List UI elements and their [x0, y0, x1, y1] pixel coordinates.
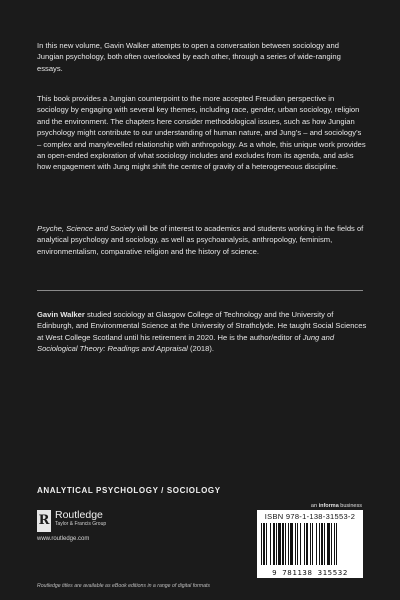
description-paragraph: This book provides a Jungian counterpoint to the more accepted Freudian perspective in sociology by engaging with several key themes, including race, gender, urban sociology, religion and the environment. The chapters here consider methodological issues, such as how Jungian psychology might contribute to our understanding of human nature, and Jung’s – and sociology’s – complex and manylevelled relationship with anthropology. As a whole, this unique work provides an open-ended exploration of what sociology includes and excludes from its agenda, and asks how engagement with Jung might shift the centre of gravity of a heterogeneous discipline.: [37, 94, 366, 172]
divider: [37, 290, 363, 291]
publisher-name: Routledge: [55, 509, 103, 521]
barcode-panel: [257, 510, 363, 578]
book-title: Psyche, Science and Society: [37, 224, 135, 233]
audience-paragraph: [37, 223, 367, 257]
author-bio: [37, 309, 367, 355]
barcode-icon: [261, 523, 359, 565]
ebook-note: Routledge titles are available as eBook editions in a range of digital formats: [37, 583, 211, 589]
publisher-tagline: Taylor & Francis Group: [55, 521, 107, 527]
publisher-logo: [37, 510, 106, 532]
subject-category: ANALYTICAL PSYCHOLOGY / SOCIOLOGY: [37, 486, 221, 495]
audience-text: will be of interest to academics and students working in the fields of analytical psychology and sociology, as well as psychoanalysis, anthropology, feminism, environmentalism, comparative religion and the history of science.: [37, 224, 364, 256]
bio-text-2: (2018).: [187, 344, 215, 354]
routledge-logo-icon: R: [37, 510, 51, 532]
barcode-number: 9 781138 315532: [272, 568, 348, 577]
intro-paragraph: In this new volume, Gavin Walker attempts to open a conversation between sociology and Jungian psychology, both often overlooked by each other, through a series of wide-ranging essays.: [37, 41, 341, 73]
author-name: Gavin Walker: [37, 310, 85, 319]
informa-business-label: an informa business: [310, 503, 362, 509]
bio-text-1: studied sociology at Glasgow College of Technology and the University of Edinburgh, and Environmental Science at the University of Strathclyde. He taught Social Sciences at West College Scotland until his retirement in 2020. He is the author/editor of: [37, 310, 367, 342]
bio-book-title: Jung and Sociological Theory: Readings and Appraisal: [37, 332, 335, 354]
publisher-url: www.routledge.com: [37, 536, 90, 542]
isbn-label: ISBN 978-1-138-31553-2: [264, 512, 356, 521]
